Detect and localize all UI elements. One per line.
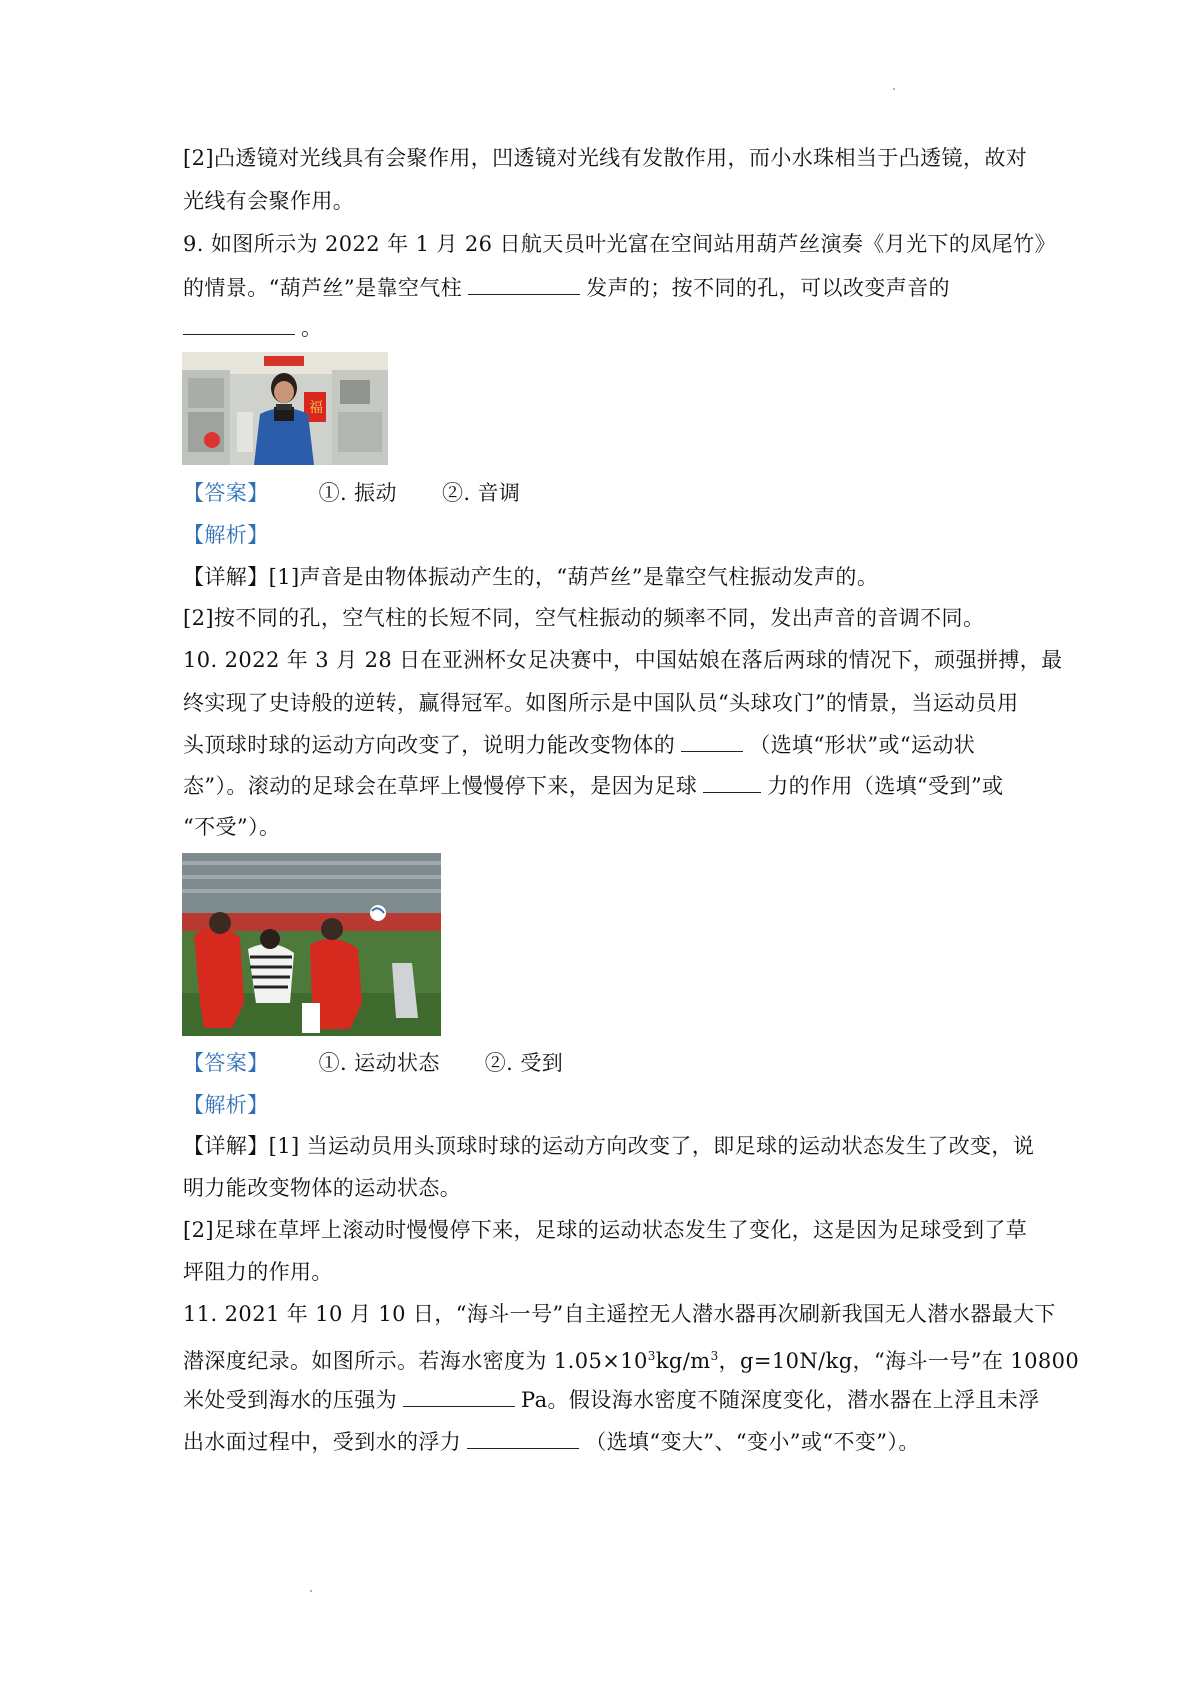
question-text: 态”）。滚动的足球会在草坪上慢慢停下来，是因为足球 bbox=[183, 774, 698, 798]
superscript: 3 bbox=[647, 1349, 656, 1363]
question-11-line bbox=[183, 1384, 1040, 1415]
explanation-tag: 【解析】 bbox=[183, 1093, 269, 1117]
question-11-line: 11. 2021 年 10 月 10 日，“海斗一号”自主遥控无人潜水器再次刷新我国无人潜水器最大下 bbox=[183, 1302, 1056, 1326]
question-10-line: 终实现了史诗般的逆转，赢得冠军。如图所示是中国队员“头球攻门”的情景，当运动员用 bbox=[183, 691, 1019, 715]
answer-blank bbox=[403, 1384, 515, 1407]
space-station-photo bbox=[182, 352, 388, 465]
fu-character: 福 bbox=[309, 400, 323, 416]
detail-10-line: 坪阻力的作用。 bbox=[183, 1260, 333, 1284]
question-11-line bbox=[183, 1341, 1079, 1376]
answer-tag: 【答案】 bbox=[183, 1051, 269, 1075]
answer-blank bbox=[183, 312, 295, 335]
football-photo bbox=[182, 853, 441, 1036]
question-text: 的情景。“葫芦丝”是靠空气柱 bbox=[183, 276, 463, 300]
question-text: Pa。假设海水密度不随深度变化，潜水器在上浮且未浮 bbox=[521, 1388, 1040, 1412]
detail-text: [1] 当运动员用头顶球时球的运动方向改变了，即足球的运动状态发生了改变，说 bbox=[268, 1134, 1035, 1158]
detail-10-line bbox=[183, 1131, 1034, 1161]
detail-tag: 【详解】 bbox=[183, 1134, 269, 1158]
question-text: 出水面过程中，受到水的浮力 bbox=[183, 1430, 462, 1454]
explanation-tag: 【解析】 bbox=[183, 523, 269, 547]
paragraph-line: 光线有会聚作用。 bbox=[183, 189, 355, 213]
question-10-line: 10. 2022 年 3 月 28 日在亚洲杯女足决赛中，中国姑娘在落后两球的情况下，顽强拼搏，最 bbox=[183, 648, 1063, 672]
detail-10-line: [2]足球在草坪上滚动时慢慢停下来，足球的运动状态发生了变化，这是因为足球受到了草 bbox=[183, 1218, 1028, 1242]
question-9-line: 9. 如图所示为 2022 年 1 月 26 日航天员叶光富在空间站用葫芦丝演奏《月光下的凤尾竹》 bbox=[183, 232, 1056, 256]
scan-dot bbox=[310, 1590, 312, 1592]
detail-10-line: 明力能改变物体的运动状态。 bbox=[183, 1176, 462, 1200]
answer-option: ②. 音调 bbox=[441, 481, 521, 505]
question-10-line bbox=[183, 729, 975, 760]
detail-9-line bbox=[183, 562, 878, 592]
question-text: （选填“形状”或“运动状 bbox=[749, 733, 976, 757]
answer-10-line bbox=[183, 1048, 563, 1078]
superscript: 3 bbox=[710, 1349, 719, 1363]
answer-blank bbox=[703, 770, 761, 793]
detail-text: [1]声音是由物体振动产生的，“葫芦丝”是靠空气柱振动发声的。 bbox=[268, 565, 879, 589]
question-11-line bbox=[183, 1426, 920, 1457]
question-text: kg/m bbox=[655, 1349, 711, 1373]
answer-9-line bbox=[183, 478, 520, 508]
question-text: 力的作用（选填“受到”或 bbox=[767, 774, 1004, 798]
detail-9-line: [2]按不同的孔，空气柱的长短不同，空气柱振动的频率不同，发出声音的音调不同。 bbox=[183, 606, 985, 630]
question-text: 米处受到海水的压强为 bbox=[183, 1388, 397, 1412]
question-text: 发声的；按不同的孔，可以改变声音的 bbox=[586, 276, 950, 300]
question-text: 潜深度纪录。如图所示。若海水密度为 1.05×10 bbox=[183, 1349, 648, 1373]
football-match-illustration bbox=[182, 853, 441, 1036]
answer-blank bbox=[467, 1426, 579, 1449]
question-text: 头顶球时球的运动方向改变了，说明力能改变物体的 bbox=[183, 733, 676, 757]
question-9-line bbox=[183, 312, 322, 343]
answer-option: ①. 运动状态 bbox=[318, 1051, 440, 1075]
question-text: ，g=10N/kg，“海斗一号”在 10800 bbox=[718, 1349, 1080, 1373]
scan-dot bbox=[893, 88, 895, 90]
question-9-line bbox=[183, 272, 950, 303]
detail-tag: 【详解】 bbox=[183, 565, 269, 589]
answer-option: ②. 受到 bbox=[484, 1051, 564, 1075]
space-station-illustration bbox=[182, 352, 388, 465]
question-10-line: “不受”）。 bbox=[183, 815, 281, 839]
answer-blank bbox=[681, 729, 743, 752]
answer-option: ①. 振动 bbox=[318, 481, 397, 505]
explanation-10-tag bbox=[183, 1090, 269, 1120]
explanation-9-tag bbox=[183, 520, 269, 550]
paragraph-line: [2]凸透镜对光线具有会聚作用，凹透镜对光线有发散作用，而小水珠相当于凸透镜，故对 bbox=[183, 146, 1028, 170]
question-text: （选填“变大”、“变小”或“不变”）。 bbox=[585, 1430, 920, 1454]
answer-tag: 【答案】 bbox=[183, 481, 269, 505]
answer-blank bbox=[468, 272, 580, 295]
question-10-line bbox=[183, 770, 1004, 801]
question-text: 。 bbox=[301, 316, 323, 340]
